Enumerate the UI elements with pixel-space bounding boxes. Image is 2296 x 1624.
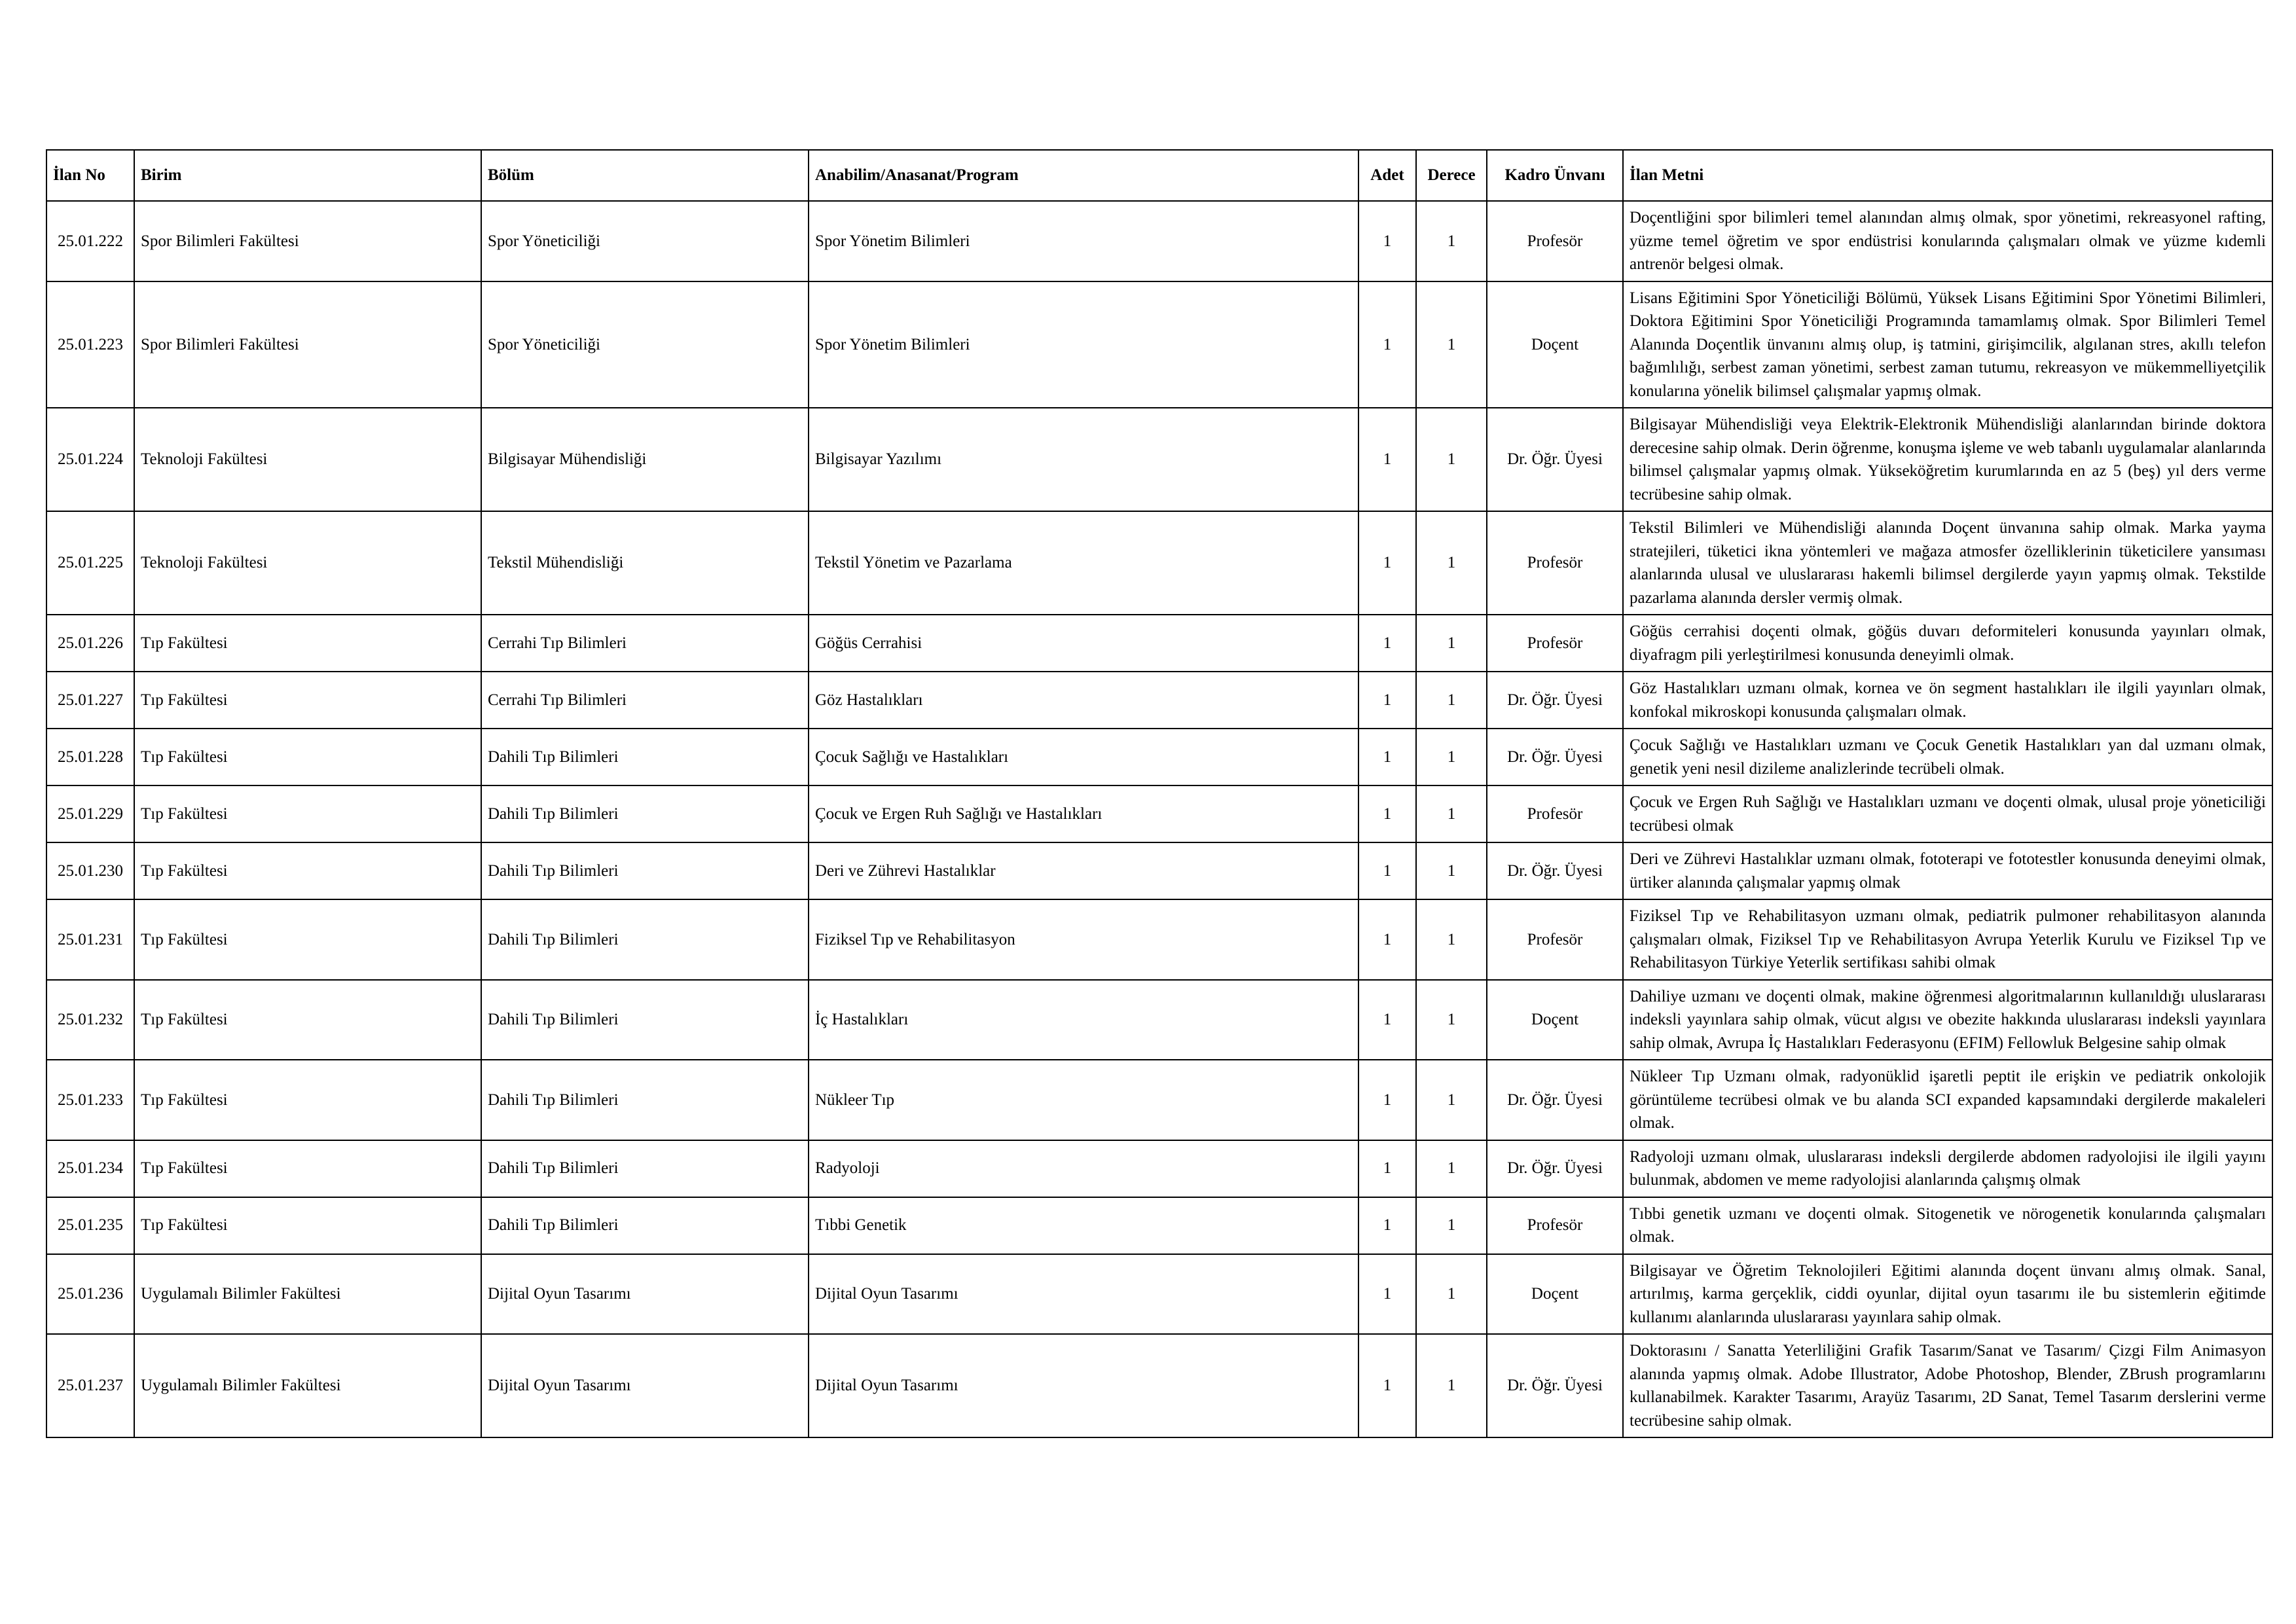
cell-bolum: Tekstil Mühendisliği	[481, 511, 809, 615]
cell-birim: Teknoloji Fakültesi	[134, 511, 481, 615]
cell-ilan_no: 25.01.235	[46, 1197, 134, 1254]
table-row	[46, 785, 2272, 842]
table-row	[46, 1197, 2272, 1254]
cell-derece: 1	[1416, 408, 1487, 511]
cell-adet: 1	[1358, 1060, 1416, 1140]
table-header	[46, 150, 2272, 201]
column-header-ilan-metni: İlan Metni	[1623, 150, 2272, 201]
cell-derece: 1	[1416, 899, 1487, 980]
table-body	[46, 201, 2272, 1437]
cell-metin: Bilgisayar ve Öğretim Teknolojileri Eğitimi alanında doçent ünvanı almış olmak. Sanal, artırılmış, karma gerçeklik, ciddi oyunlar, dijital oyun tasarımı ile bu sistemlerin eğitimde kullanımı alanlarında uluslararası yayınlara sahip olmak.	[1623, 1254, 2272, 1335]
cell-bolum: Dahili Tıp Bilimleri	[481, 1197, 809, 1254]
table-row	[46, 615, 2272, 672]
cell-adet: 1	[1358, 672, 1416, 729]
cell-unvan: Profesör	[1487, 201, 1623, 281]
column-header-unvan: Kadro Ünvanı	[1487, 150, 1623, 201]
cell-metin: Radyoloji uzmanı olmak, uluslararası indeksli dergilerde abdomen radyolojisi ile ilgili yayını bulunmak, abdomen ve meme radyolojisi alanlarında çalışmış olmak	[1623, 1140, 2272, 1197]
cell-adet: 1	[1358, 281, 1416, 408]
cell-ilan_no: 25.01.228	[46, 729, 134, 785]
table-row	[46, 511, 2272, 615]
cell-metin: Fiziksel Tıp ve Rehabilitasyon uzmanı olmak, pediatrik pulmoner rehabilitasyon alanında çalışmaları olmak, Fiziksel Tıp ve Rehabilitasyon Avrupa Yeterlik Kurulu ve Fiziksel Tıp ve Rehabilitasyon Türkiye Yeterlik sertifikası sahibi olmak	[1623, 899, 2272, 980]
table-row	[46, 842, 2272, 899]
table-row	[46, 1254, 2272, 1335]
cell-bolum: Dahili Tıp Bilimleri	[481, 980, 809, 1060]
cell-bolum: Dahili Tıp Bilimleri	[481, 899, 809, 980]
cell-unvan: Profesör	[1487, 1197, 1623, 1254]
cell-anabilim: Fiziksel Tıp ve Rehabilitasyon	[809, 899, 1358, 980]
table-row	[46, 672, 2272, 729]
cell-anabilim: Spor Yönetim Bilimleri	[809, 281, 1358, 408]
cell-derece: 1	[1416, 1254, 1487, 1335]
cell-birim: Tıp Fakültesi	[134, 1140, 481, 1197]
academic-positions-table	[46, 149, 2273, 1438]
column-header-birim: Birim	[134, 150, 481, 201]
cell-birim: Spor Bilimleri Fakültesi	[134, 281, 481, 408]
cell-anabilim: Çocuk ve Ergen Ruh Sağlığı ve Hastalıkları	[809, 785, 1358, 842]
cell-bolum: Spor Yöneticiliği	[481, 281, 809, 408]
cell-metin: Göz Hastalıkları uzmanı olmak, kornea ve ön segment hastalıkları ile ilgili yayınları olmak, konfokal mikroskopi konusunda çalışmaları olmak.	[1623, 672, 2272, 729]
cell-anabilim: Dijital Oyun Tasarımı	[809, 1254, 1358, 1335]
column-header-adet: Adet	[1358, 150, 1416, 201]
cell-anabilim: Nükleer Tıp	[809, 1060, 1358, 1140]
cell-anabilim: Çocuk Sağlığı ve Hastalıkları	[809, 729, 1358, 785]
cell-derece: 1	[1416, 1140, 1487, 1197]
cell-metin: Tıbbi genetik uzmanı ve doçenti olmak. Sitogenetik ve nörogenetik konularında çalışmaları olmak.	[1623, 1197, 2272, 1254]
table-row	[46, 281, 2272, 408]
cell-bolum: Dijital Oyun Tasarımı	[481, 1334, 809, 1437]
cell-birim: Uygulamalı Bilimler Fakültesi	[134, 1254, 481, 1335]
cell-metin: Çocuk Sağlığı ve Hastalıkları uzmanı ve Çocuk Genetik Hastalıkları yan dal uzmanı olmak, genetik yeni nesil dizileme analizlerinde tecrübeli olmak.	[1623, 729, 2272, 785]
cell-birim: Tıp Fakültesi	[134, 1197, 481, 1254]
cell-bolum: Dahili Tıp Bilimleri	[481, 1140, 809, 1197]
cell-derece: 1	[1416, 729, 1487, 785]
cell-derece: 1	[1416, 615, 1487, 672]
table-row	[46, 1334, 2272, 1437]
cell-adet: 1	[1358, 615, 1416, 672]
cell-adet: 1	[1358, 1334, 1416, 1437]
cell-derece: 1	[1416, 511, 1487, 615]
cell-adet: 1	[1358, 980, 1416, 1060]
cell-ilan_no: 25.01.230	[46, 842, 134, 899]
table-row	[46, 408, 2272, 511]
cell-ilan_no: 25.01.231	[46, 899, 134, 980]
cell-anabilim: Göğüs Cerrahisi	[809, 615, 1358, 672]
cell-bolum: Cerrahi Tıp Bilimleri	[481, 615, 809, 672]
cell-ilan_no: 25.01.232	[46, 980, 134, 1060]
cell-ilan_no: 25.01.223	[46, 281, 134, 408]
cell-metin: Bilgisayar Mühendisliği veya Elektrik-Elektronik Mühendisliği alanlarından birinde doktora derecesine sahip olmak. Derin öğrenme, konuşma işleme ve web tabanlı uygulamalar alanlarında bilimsel çalışmalar yapmış olmak. Yükseköğretim kurumlarında en az 5 (beş) yıl ders verme tecrübesine sahip olmak.	[1623, 408, 2272, 511]
cell-birim: Tıp Fakültesi	[134, 729, 481, 785]
cell-bolum: Dijital Oyun Tasarımı	[481, 1254, 809, 1335]
cell-anabilim: Bilgisayar Yazılımı	[809, 408, 1358, 511]
cell-metin: Lisans Eğitimini Spor Yöneticiliği Bölümü, Yüksek Lisans Eğitimini Spor Yönetimi Bilimleri, Doktora Eğitimini Spor Yöneticiliği Programında tamamlamış olmak. Spor Bilimleri Temel Alanında Doçentlik ünvanını almış olup, iş tatmini, girişimcilik, algılanan stres, akıllı telefon bağımlılığı, serbest zaman yönetimi, serbest zaman tutumu, rekreasyon ve mükemmelliyetçilik konularına yönelik bilimsel çalışmalar yapmış olmak.	[1623, 281, 2272, 408]
cell-metin: Tekstil Bilimleri ve Mühendisliği alanında Doçent ünvanına sahip olmak. Marka yayma stratejileri, tüketici ikna yöntemleri ve mağaza atmosfer özelliklerinin tüketicilere yansıması alanlarında ulusal ve uluslararası hakemli bilimsel dergilerde yayın yapmış olmak. Tekstilde pazarlama alanında dersler vermiş olmak.	[1623, 511, 2272, 615]
cell-adet: 1	[1358, 201, 1416, 281]
cell-adet: 1	[1358, 785, 1416, 842]
cell-derece: 1	[1416, 672, 1487, 729]
cell-adet: 1	[1358, 729, 1416, 785]
table-row	[46, 980, 2272, 1060]
cell-metin: Doçentliğini spor bilimleri temel alanından almış olmak, spor yönetimi, rekreasyonel rafting, yüzme temel öğretim ve spor endüstrisi konularında çalışmaları olmak ve yüzme kıdemli antrenör belgesi olmak.	[1623, 201, 2272, 281]
table-header-row	[46, 150, 2272, 201]
cell-bolum: Dahili Tıp Bilimleri	[481, 1060, 809, 1140]
column-header-bolum: Bölüm	[481, 150, 809, 201]
cell-derece: 1	[1416, 201, 1487, 281]
cell-birim: Tıp Fakültesi	[134, 672, 481, 729]
cell-unvan: Doçent	[1487, 1254, 1623, 1335]
cell-anabilim: Göz Hastalıkları	[809, 672, 1358, 729]
cell-birim: Tıp Fakültesi	[134, 980, 481, 1060]
cell-derece: 1	[1416, 1334, 1487, 1437]
cell-birim: Tıp Fakültesi	[134, 785, 481, 842]
cell-adet: 1	[1358, 408, 1416, 511]
table-row	[46, 1140, 2272, 1197]
cell-derece: 1	[1416, 785, 1487, 842]
cell-adet: 1	[1358, 1254, 1416, 1335]
cell-unvan: Profesör	[1487, 785, 1623, 842]
cell-bolum: Cerrahi Tıp Bilimleri	[481, 672, 809, 729]
cell-unvan: Dr. Öğr. Üyesi	[1487, 842, 1623, 899]
cell-adet: 1	[1358, 511, 1416, 615]
cell-unvan: Dr. Öğr. Üyesi	[1487, 1334, 1623, 1437]
table-row	[46, 729, 2272, 785]
cell-ilan_no: 25.01.237	[46, 1334, 134, 1437]
column-header-derece: Derece	[1416, 150, 1487, 201]
cell-anabilim: Spor Yönetim Bilimleri	[809, 201, 1358, 281]
cell-derece: 1	[1416, 842, 1487, 899]
table-row	[46, 899, 2272, 980]
cell-bolum: Dahili Tıp Bilimleri	[481, 842, 809, 899]
cell-ilan_no: 25.01.229	[46, 785, 134, 842]
table-row	[46, 1060, 2272, 1140]
cell-adet: 1	[1358, 1140, 1416, 1197]
cell-bolum: Spor Yöneticiliği	[481, 201, 809, 281]
cell-unvan: Doçent	[1487, 281, 1623, 408]
cell-unvan: Dr. Öğr. Üyesi	[1487, 729, 1623, 785]
cell-birim: Tıp Fakültesi	[134, 1060, 481, 1140]
cell-unvan: Dr. Öğr. Üyesi	[1487, 1060, 1623, 1140]
cell-anabilim: Dijital Oyun Tasarımı	[809, 1334, 1358, 1437]
cell-birim: Teknoloji Fakültesi	[134, 408, 481, 511]
cell-ilan_no: 25.01.224	[46, 408, 134, 511]
cell-ilan_no: 25.01.222	[46, 201, 134, 281]
cell-birim: Uygulamalı Bilimler Fakültesi	[134, 1334, 481, 1437]
cell-unvan: Dr. Öğr. Üyesi	[1487, 408, 1623, 511]
cell-unvan: Profesör	[1487, 899, 1623, 980]
cell-adet: 1	[1358, 1197, 1416, 1254]
cell-ilan_no: 25.01.234	[46, 1140, 134, 1197]
column-header-anabilim: Anabilim/Anasanat/Program	[809, 150, 1358, 201]
cell-metin: Deri ve Zührevi Hastalıklar uzmanı olmak, fototerapi ve fototestler konusunda deneyimi olmak, ürtiker alanında çalışmalar yapmış olmak	[1623, 842, 2272, 899]
table-row	[46, 201, 2272, 281]
cell-unvan: Profesör	[1487, 615, 1623, 672]
cell-metin: Dahiliye uzmanı ve doçenti olmak, makine öğrenmesi algoritmalarının kullanıldığı uluslararası indeksli yayınlara sahip olmak, vücut algısı ve obezite hakkında uluslararası indeksli yayınlara sahip olmak, Avrupa İç Hastalıkları Federasyonu (EFIM) Fellowluk Belgesine sahip olmak	[1623, 980, 2272, 1060]
cell-metin: Doktorasını / Sanatta Yeterliliğini Grafik Tasarım/Sanat ve Tasarım/ Çizgi Film Animasyon alanında yapmış olmak. Adobe Illustrator, Adobe Photoshop, Blender, ZBrush programlarını kullanabilmek. Karakter Tasarımı, Arayüz Tasarımı, 2D Sanat, Temel Tasarım derslerini verme tecrübesine sahip olmak.	[1623, 1334, 2272, 1437]
cell-bolum: Dahili Tıp Bilimleri	[481, 729, 809, 785]
cell-bolum: Dahili Tıp Bilimleri	[481, 785, 809, 842]
cell-anabilim: Deri ve Zührevi Hastalıklar	[809, 842, 1358, 899]
cell-derece: 1	[1416, 980, 1487, 1060]
cell-metin: Göğüs cerrahisi doçenti olmak, göğüs duvarı deformiteleri konusunda yayınları olmak, diyafragm pili yerleştirilmesi konusunda deneyimli olmak.	[1623, 615, 2272, 672]
cell-bolum: Bilgisayar Mühendisliği	[481, 408, 809, 511]
cell-unvan: Doçent	[1487, 980, 1623, 1060]
cell-ilan_no: 25.01.227	[46, 672, 134, 729]
cell-anabilim: Tekstil Yönetim ve Pazarlama	[809, 511, 1358, 615]
cell-ilan_no: 25.01.226	[46, 615, 134, 672]
cell-derece: 1	[1416, 1197, 1487, 1254]
cell-unvan: Profesör	[1487, 511, 1623, 615]
cell-derece: 1	[1416, 1060, 1487, 1140]
column-header-ilan-no: İlan No	[46, 150, 134, 201]
cell-birim: Spor Bilimleri Fakültesi	[134, 201, 481, 281]
cell-derece: 1	[1416, 281, 1487, 408]
cell-metin: Çocuk ve Ergen Ruh Sağlığı ve Hastalıkları uzmanı ve doçenti olmak, ulusal proje yöneticiliği tecrübesi olmak	[1623, 785, 2272, 842]
cell-ilan_no: 25.01.236	[46, 1254, 134, 1335]
cell-anabilim: Tıbbi Genetik	[809, 1197, 1358, 1254]
cell-birim: Tıp Fakültesi	[134, 842, 481, 899]
cell-ilan_no: 25.01.225	[46, 511, 134, 615]
cell-birim: Tıp Fakültesi	[134, 615, 481, 672]
cell-unvan: Dr. Öğr. Üyesi	[1487, 672, 1623, 729]
cell-anabilim: İç Hastalıkları	[809, 980, 1358, 1060]
cell-adet: 1	[1358, 899, 1416, 980]
cell-metin: Nükleer Tıp Uzmanı olmak, radyonüklid işaretli peptit ile erişkin ve pediatrik onkolojik görüntüleme tecrübesi olmak ve bu alanda SCI expanded kapsamındaki dergilerde makaleleri olmak.	[1623, 1060, 2272, 1140]
cell-anabilim: Radyoloji	[809, 1140, 1358, 1197]
cell-unvan: Dr. Öğr. Üyesi	[1487, 1140, 1623, 1197]
cell-adet: 1	[1358, 842, 1416, 899]
cell-birim: Tıp Fakültesi	[134, 899, 481, 980]
cell-ilan_no: 25.01.233	[46, 1060, 134, 1140]
